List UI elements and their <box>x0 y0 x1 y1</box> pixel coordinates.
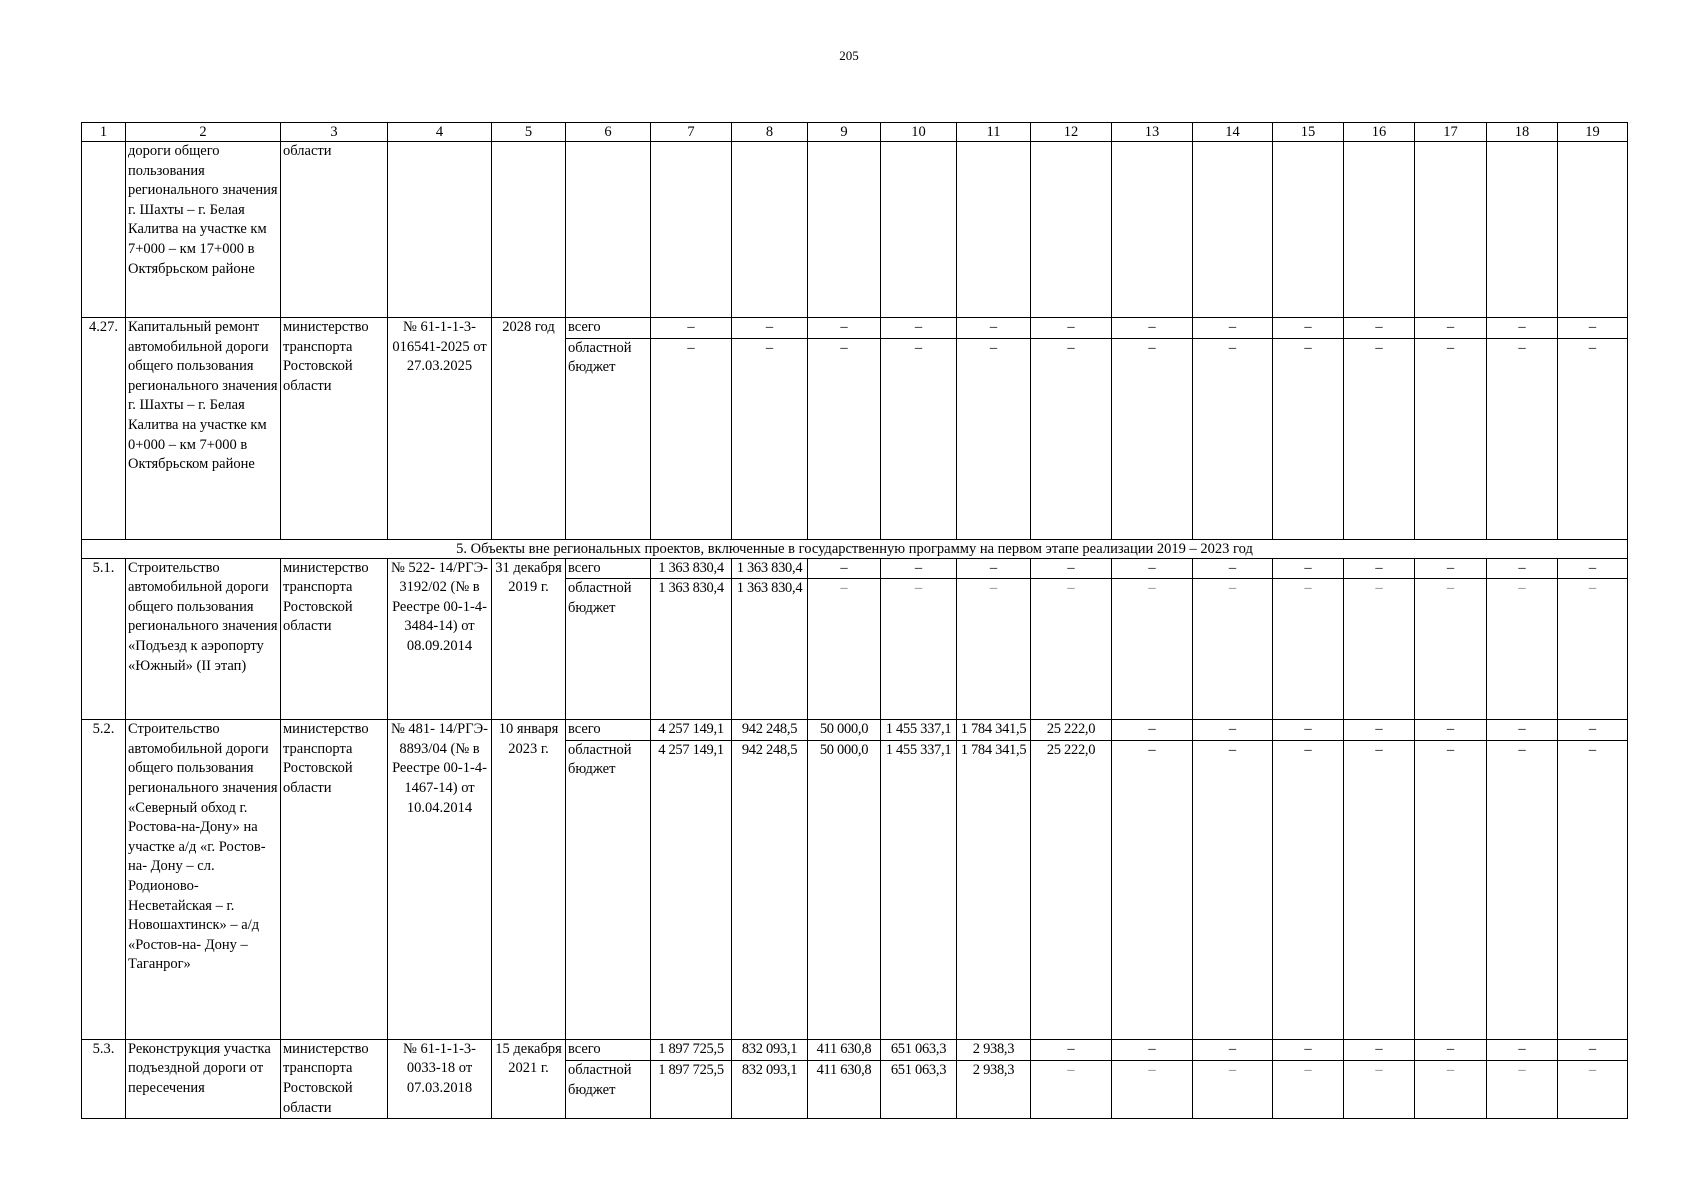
cell-empty-value: – <box>1487 1061 1558 1119</box>
cell-empty-value: – <box>957 558 1031 579</box>
cell-empty-value: – <box>1487 740 1558 1039</box>
cell-empty-value: – <box>1273 740 1344 1039</box>
cell-empty-value: – <box>808 579 881 720</box>
cell-empty-value: – <box>881 338 957 539</box>
column-number-12: 12 <box>1031 123 1112 142</box>
cell-id <box>82 142 126 318</box>
cell-empty-value: – <box>1415 579 1487 720</box>
cell-amount: 1 363 830,4 <box>732 579 808 720</box>
column-number-5: 5 <box>492 123 566 142</box>
cell-id: 5.3. <box>82 1039 126 1118</box>
cell-empty-value: – <box>1112 318 1193 339</box>
cell-empty <box>1487 142 1558 318</box>
cell-empty <box>957 142 1031 318</box>
cell-amount: 25 222,0 <box>1031 740 1112 1039</box>
cell-amount: 1 897 725,5 <box>651 1039 732 1060</box>
cell-executor: министерство транспорта Ростовской области <box>281 558 388 720</box>
cell-empty <box>651 142 732 318</box>
table-body <box>82 123 1628 1119</box>
column-number-15: 15 <box>1273 123 1344 142</box>
cell-empty-value: – <box>1193 338 1273 539</box>
cell-empty-value: – <box>1558 720 1628 741</box>
cell-empty-value: – <box>732 338 808 539</box>
cell-empty-value: – <box>1558 579 1628 720</box>
cell-empty-value: – <box>1273 720 1344 741</box>
cell-empty <box>732 142 808 318</box>
cell-empty-value: – <box>1344 579 1415 720</box>
cell-empty-value: – <box>1193 1061 1273 1119</box>
cell-empty-value: – <box>957 579 1031 720</box>
cell-expertise: № 522- 14/РГЭ- 3192/02 (№ в Реестре 00-1-4- 3484-14) от 08.09.2014 <box>388 558 492 720</box>
cell-empty <box>1193 142 1273 318</box>
cell-empty <box>1415 142 1487 318</box>
cell-deadline: 10 января 2023 г. <box>492 720 566 1040</box>
cell-empty-value: – <box>1112 720 1193 741</box>
cell-empty-value: – <box>1487 318 1558 339</box>
cell-expertise: № 481- 14/РГЭ- 8893/04 (№ в Реестре 00-1-4- 1467-14) от 10.04.2014 <box>388 720 492 1040</box>
cell-empty-value: – <box>1415 740 1487 1039</box>
cell-empty <box>808 142 881 318</box>
cell-id: 5.2. <box>82 720 126 1040</box>
cell-empty-value: – <box>1415 558 1487 579</box>
cell-empty-value: – <box>1112 1039 1193 1060</box>
cell-executor: министерство транспорта Ростовской области <box>281 720 388 1040</box>
cell-empty-value: – <box>1273 579 1344 720</box>
cell-deadline: 31 декабря 2019 г. <box>492 558 566 720</box>
cell-empty-value: – <box>808 558 881 579</box>
cell-empty-value: – <box>1558 558 1628 579</box>
column-number-14: 14 <box>1193 123 1273 142</box>
cell-empty-value: – <box>1112 1061 1193 1119</box>
cell-amount: 411 630,8 <box>808 1061 881 1119</box>
cell-amount: 1 363 830,4 <box>732 558 808 579</box>
cell-executor: области <box>281 142 388 318</box>
cell-empty-value: – <box>1193 720 1273 741</box>
cell-empty-value: – <box>1193 740 1273 1039</box>
cell-amount: 1 897 725,5 <box>651 1061 732 1119</box>
cell-empty <box>492 142 566 318</box>
column-number-4: 4 <box>388 123 492 142</box>
cell-funding-source: всего <box>566 1039 651 1060</box>
cell-empty-value: – <box>1415 338 1487 539</box>
cell-funding-source: областной бюджет <box>566 338 651 539</box>
cell-id: 4.27. <box>82 318 126 540</box>
column-number-13: 13 <box>1112 123 1193 142</box>
cell-amount: 1 363 830,4 <box>651 579 732 720</box>
cell-amount: 50 000,0 <box>808 740 881 1039</box>
cell-empty-value: – <box>808 338 881 539</box>
cell-executor: министерство транспорта Ростовской области <box>281 1039 388 1118</box>
page-number: 205 <box>839 48 859 63</box>
cell-empty-value: – <box>1558 318 1628 339</box>
cell-empty <box>1344 142 1415 318</box>
column-number-16: 16 <box>1344 123 1415 142</box>
cell-empty-value: – <box>1031 338 1112 539</box>
cell-empty-value: – <box>957 318 1031 339</box>
section-title: 5. Объекты вне региональных проектов, включенные в государственную программу на первом этапе реализации 2019 – 2023 год <box>82 539 1628 558</box>
cell-empty-value: – <box>1344 720 1415 741</box>
cell-id: 5.1. <box>82 558 126 720</box>
cell-empty-value: – <box>1415 1039 1487 1060</box>
cell-empty-value: – <box>1273 338 1344 539</box>
cell-empty-value: – <box>881 558 957 579</box>
cell-amount: 1 455 337,1 <box>881 740 957 1039</box>
table-row <box>82 318 1628 339</box>
cell-funding-source: всего <box>566 720 651 741</box>
cell-empty-value: – <box>881 579 957 720</box>
cell-amount: 942 248,5 <box>732 740 808 1039</box>
cell-amount: 1 455 337,1 <box>881 720 957 741</box>
cell-empty-value: – <box>1344 338 1415 539</box>
cell-empty-value: – <box>1193 579 1273 720</box>
cell-empty-value: – <box>1273 1039 1344 1060</box>
cell-amount: 1 363 830,4 <box>651 558 732 579</box>
cell-amount: 1 784 341,5 <box>957 740 1031 1039</box>
cell-empty-value: – <box>1487 338 1558 539</box>
cell-empty-value: – <box>1112 579 1193 720</box>
cell-amount: 832 093,1 <box>732 1039 808 1060</box>
cell-amount: 651 063,3 <box>881 1039 957 1060</box>
cell-object-name: дороги общего пользования регионального значения г. Шахты – г. Белая Калитва на участке км 7+000 – км 17+000 в Октябрьском районе <box>126 142 281 318</box>
column-number-7: 7 <box>651 123 732 142</box>
cell-amount: 4 257 149,1 <box>651 740 732 1039</box>
cell-amount: 50 000,0 <box>808 720 881 741</box>
cell-empty-value: – <box>1415 720 1487 741</box>
cell-empty-value: – <box>1112 338 1193 539</box>
cell-empty-value: – <box>1415 318 1487 339</box>
column-number-row <box>82 123 1628 142</box>
cell-object-name: Строительство автомобильной дороги общего пользования регионального значения «Подъезд к аэропорту «Южный» (II этап) <box>126 558 281 720</box>
column-number-10: 10 <box>881 123 957 142</box>
cell-funding-source: областной бюджет <box>566 1061 651 1119</box>
cell-empty-value: – <box>1558 740 1628 1039</box>
cell-amount: 1 784 341,5 <box>957 720 1031 741</box>
cell-funding-source: всего <box>566 318 651 339</box>
cell-empty-value: – <box>1112 740 1193 1039</box>
cell-amount: 942 248,5 <box>732 720 808 741</box>
table-row <box>82 720 1628 741</box>
cell-empty-value: – <box>1112 558 1193 579</box>
cell-object-name: Строительство автомобильной дороги общего пользования регионального значения «Северный обход г. Ростова-на-Дону» на участке а/д «г. Ростов-на- Дону – сл. Родионово- Несветайская – г. Новошахтинск» – а/д «Ростов-на- Дону – Таганрог» <box>126 720 281 1040</box>
cell-empty-value: – <box>1344 1039 1415 1060</box>
cell-empty <box>566 142 651 318</box>
cell-empty-value: – <box>1193 318 1273 339</box>
cell-empty-value: – <box>651 338 732 539</box>
cell-empty-value: – <box>1558 1061 1628 1119</box>
cell-empty-value: – <box>1344 318 1415 339</box>
cell-empty-value: – <box>1273 1061 1344 1119</box>
column-number-11: 11 <box>957 123 1031 142</box>
column-number-3: 3 <box>281 123 388 142</box>
cell-executor: министерство транспорта Ростовской области <box>281 318 388 540</box>
cell-empty <box>881 142 957 318</box>
column-number-1: 1 <box>82 123 126 142</box>
cell-expertise: № 61-1-1-3- 016541-2025 от 27.03.2025 <box>388 318 492 540</box>
cell-object-name: Капитальный ремонт автомобильной дороги общего пользования регионального значения г. Шахты – г. Белая Калитва на участке км 0+000 – км 7+000 в Октябрьском районе <box>126 318 281 540</box>
cell-funding-source: областной бюджет <box>566 579 651 720</box>
cell-empty <box>388 142 492 318</box>
cell-funding-source: областной бюджет <box>566 740 651 1039</box>
cell-deadline: 2028 год <box>492 318 566 540</box>
cell-empty-value: – <box>1558 1039 1628 1060</box>
column-number-2: 2 <box>126 123 281 142</box>
cell-deadline: 15 декабря 2021 г. <box>492 1039 566 1118</box>
cell-amount: 4 257 149,1 <box>651 720 732 741</box>
cell-empty-value: – <box>1031 1061 1112 1119</box>
column-number-17: 17 <box>1415 123 1487 142</box>
column-number-18: 18 <box>1487 123 1558 142</box>
cell-empty-value: – <box>1344 740 1415 1039</box>
column-number-9: 9 <box>808 123 881 142</box>
cell-empty-value: – <box>1558 338 1628 539</box>
cell-empty-value: – <box>1193 1039 1273 1060</box>
cell-empty-value: – <box>1344 1061 1415 1119</box>
cell-empty-value: – <box>808 318 881 339</box>
cell-amount: 2 938,3 <box>957 1039 1031 1060</box>
table-row <box>82 1039 1628 1060</box>
cell-empty <box>1031 142 1112 318</box>
table-row <box>82 558 1628 579</box>
cell-empty-value: – <box>1031 558 1112 579</box>
cell-expertise: № 61-1-1-3- 0033-18 от 07.03.2018 <box>388 1039 492 1118</box>
cell-empty <box>1558 142 1628 318</box>
cell-empty-value: – <box>1273 558 1344 579</box>
column-number-8: 8 <box>732 123 808 142</box>
cell-empty-value: – <box>1031 1039 1112 1060</box>
cell-empty <box>1112 142 1193 318</box>
cell-empty-value: – <box>1487 1039 1558 1060</box>
cell-empty-value: – <box>732 318 808 339</box>
cell-empty-value: – <box>1487 720 1558 741</box>
cell-empty-value: – <box>1193 558 1273 579</box>
cell-amount: 411 630,8 <box>808 1039 881 1060</box>
cell-empty-value: – <box>881 318 957 339</box>
cell-amount: 2 938,3 <box>957 1061 1031 1119</box>
section-row <box>82 539 1628 558</box>
column-number-19: 19 <box>1558 123 1628 142</box>
cell-empty <box>1273 142 1344 318</box>
cell-empty-value: – <box>1031 318 1112 339</box>
cell-empty-value: – <box>651 318 732 339</box>
table-row-continuation <box>82 142 1628 318</box>
cell-empty-value: – <box>1031 579 1112 720</box>
cell-empty-value: – <box>1415 1061 1487 1119</box>
cell-amount: 832 093,1 <box>732 1061 808 1119</box>
cell-empty-value: – <box>957 338 1031 539</box>
cell-empty-value: – <box>1487 579 1558 720</box>
cell-funding-source: всего <box>566 558 651 579</box>
column-number-6: 6 <box>566 123 651 142</box>
cell-amount: 25 222,0 <box>1031 720 1112 741</box>
program-objects-table <box>81 122 1628 1119</box>
cell-object-name: Реконструкция участка подъездной дороги от пересечения <box>126 1039 281 1118</box>
cell-empty-value: – <box>1344 558 1415 579</box>
cell-empty-value: – <box>1487 558 1558 579</box>
cell-amount: 651 063,3 <box>881 1061 957 1119</box>
cell-empty-value: – <box>1273 318 1344 339</box>
